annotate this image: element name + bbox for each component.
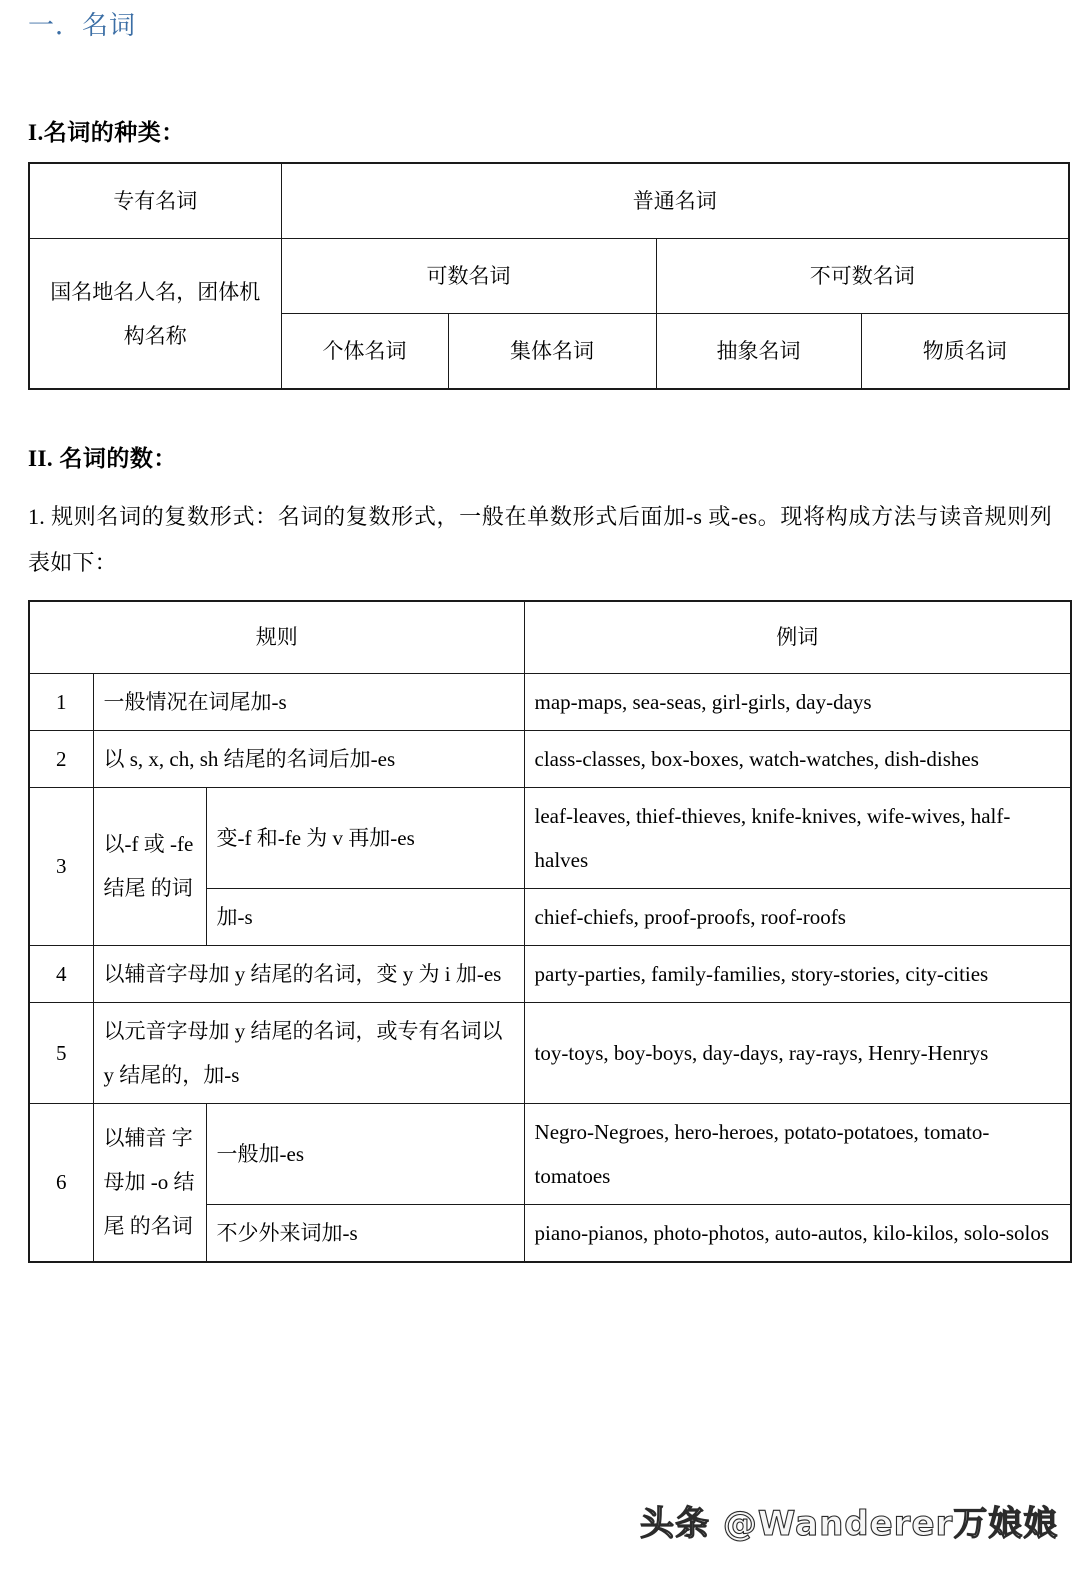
- page-title: 一．名词: [28, 11, 137, 40]
- cell-material-noun: 物质名词: [861, 314, 1069, 390]
- row-index: 1: [29, 673, 93, 730]
- cell-proper-noun-detail: 国名地名人名，团体机构名称: [29, 239, 281, 390]
- row-example: piano-pianos, photo-photos, auto-autos, kilo-kilos, solo-solos: [524, 1204, 1071, 1262]
- row-index: 2: [29, 730, 93, 787]
- row-rule: 以元音字母加 y 结尾的名词，或专有名词以 y 结尾的，加-s: [93, 1002, 524, 1103]
- table-row: [29, 239, 1069, 314]
- watermark-text: 头条 @Wanderer万娘娘: [640, 1504, 1059, 1544]
- table-row: [29, 730, 1071, 787]
- row-rule: 加-s: [206, 888, 524, 945]
- plural-rules-table: [28, 600, 1072, 1263]
- row-group-label: 以-f 或 -fe 结尾 的词: [93, 787, 206, 945]
- cell-abstract-noun: 抽象名词: [656, 314, 861, 390]
- row-index: 3: [29, 787, 93, 945]
- row-example: leaf-leaves, thief-thieves, knife-knives, wife-wives, half-halves: [524, 787, 1071, 888]
- row-example: map-maps, sea-seas, girl-girls, day-days: [524, 673, 1071, 730]
- row-index: 5: [29, 1002, 93, 1103]
- column-header-rule: 规则: [29, 601, 524, 673]
- table-row: [29, 163, 1069, 239]
- cell-proper-noun: 专有名词: [29, 163, 281, 239]
- table-row: [29, 1002, 1071, 1103]
- row-rule: 变-f 和-fe 为 v 再加-es: [206, 787, 524, 888]
- table-row: [29, 673, 1071, 730]
- row-rule: 以辅音字母加 y 结尾的名词，变 y 为 i 加-es: [93, 945, 524, 1002]
- row-rule: 不少外来词加-s: [206, 1204, 524, 1262]
- row-index: 4: [29, 945, 93, 1002]
- column-header-example: 例词: [524, 601, 1071, 673]
- row-rule: 以 s, x, ch, sh 结尾的名词后加-es: [93, 730, 524, 787]
- table-header-row: [29, 601, 1071, 673]
- section-heading-number: II. 名词的数：: [28, 446, 177, 471]
- row-rule: 一般加-es: [206, 1103, 524, 1204]
- table-row: [29, 1103, 1071, 1204]
- row-index: 6: [29, 1103, 93, 1262]
- table-row: [29, 945, 1071, 1002]
- row-example: toy-toys, boy-boys, day-days, ray-rays, Henry-Henrys: [524, 1002, 1071, 1103]
- plural-rules-intro: 1. 规则名词的复数形式：名词的复数形式，一般在单数形式后面加-s 或-es。现将构成方法与读音规则列表如下：: [28, 504, 1052, 575]
- row-example: chief-chiefs, proof-proofs, roof-roofs: [524, 888, 1071, 945]
- row-example: class-classes, box-boxes, watch-watches, dish-dishes: [524, 730, 1071, 787]
- row-example: Negro-Negroes, hero-heroes, potato-potatoes, tomato-tomatoes: [524, 1103, 1071, 1204]
- cell-collective-noun: 集体名词: [448, 314, 656, 390]
- section-heading-kinds: I.名词的种类：: [28, 120, 185, 145]
- cell-uncountable: 不可数名词: [656, 239, 1069, 314]
- row-example: party-parties, family-families, story-stories, city-cities: [524, 945, 1071, 1002]
- row-rule: 一般情况在词尾加-s: [93, 673, 524, 730]
- cell-individual-noun: 个体名词: [281, 314, 448, 390]
- cell-countable: 可数名词: [281, 239, 656, 314]
- row-group-label: 以辅音 字母加 -o 结尾 的名词: [93, 1103, 206, 1262]
- cell-common-noun: 普通名词: [281, 163, 1069, 239]
- noun-kinds-table: [28, 162, 1070, 390]
- table-row: [29, 787, 1071, 888]
